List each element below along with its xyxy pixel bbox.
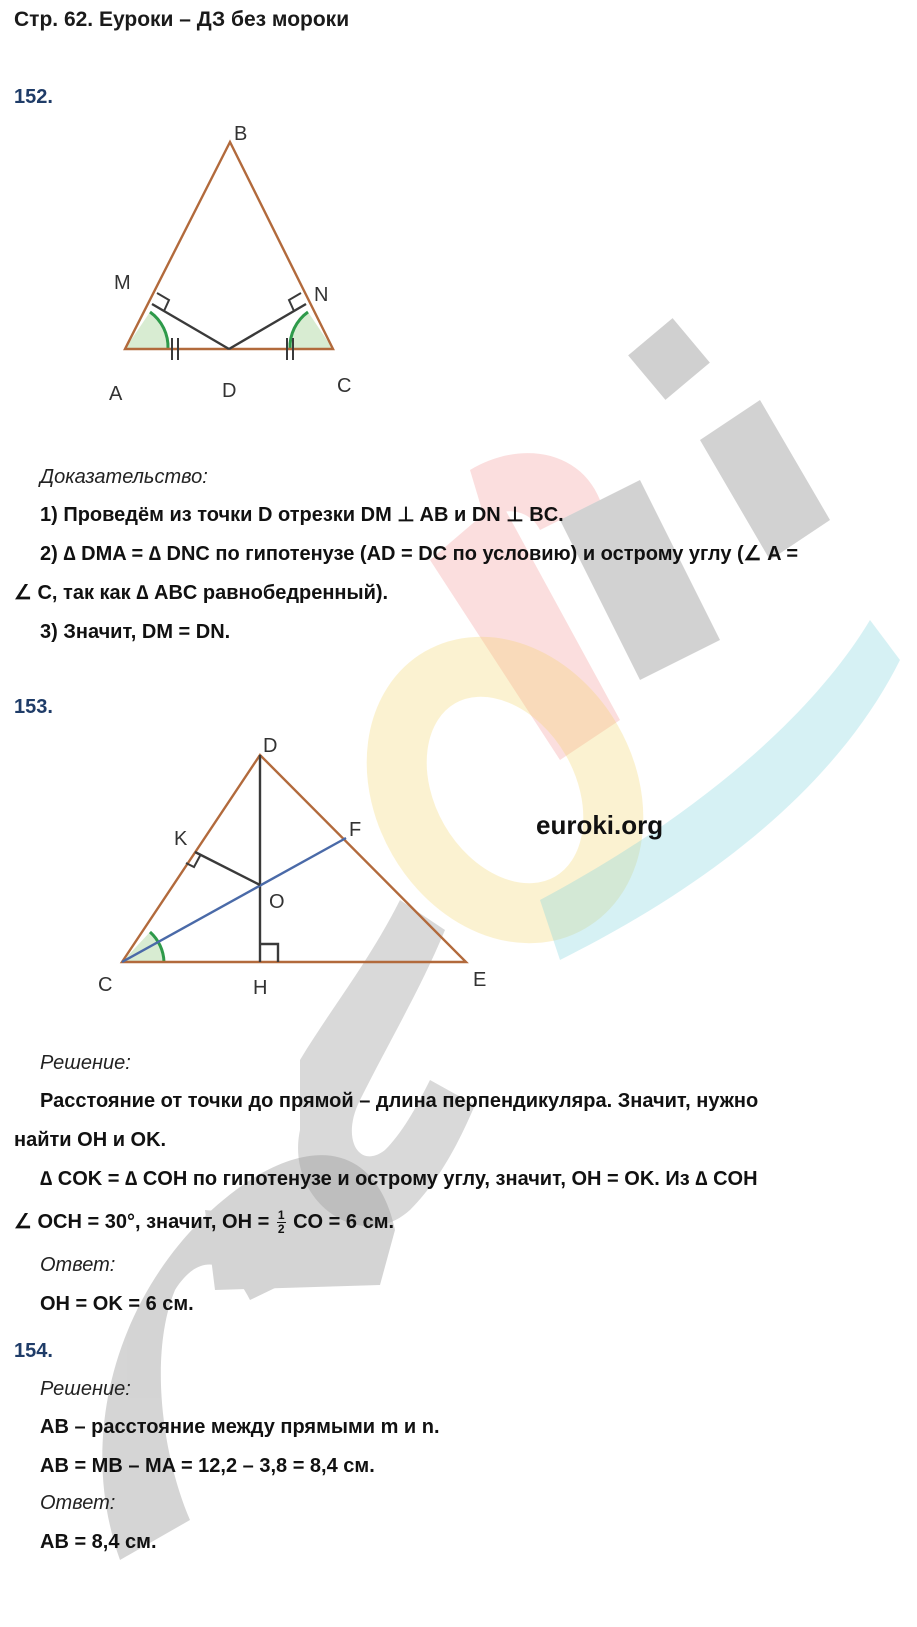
label-f: F [349, 819, 362, 841]
page-header: Стр. 62. Еуроки – ДЗ без мороки [14, 8, 350, 31]
problem-number-152: 152. [14, 86, 53, 108]
solution-153-line-4-pre: ∠ OCH = 30°, значит, OH = [14, 1211, 270, 1233]
solution-153-line-4 [14, 1203, 394, 1242]
fraction-denominator: 2 [277, 1222, 285, 1237]
solution-154-line-1: AB – расстояние между прямыми m и n. [40, 1416, 440, 1438]
solution-154-line-2: AB = MB – MA = 12,2 – 3,8 = 8,4 см. [40, 1455, 375, 1477]
solution-title-153: Решение: [40, 1052, 131, 1074]
label-c: C [98, 974, 113, 996]
fraction-numerator: 1 [277, 1208, 285, 1223]
bisector-cf [122, 838, 346, 962]
right-angle-h [260, 944, 278, 962]
proof-step-2a: 2) ∆ DMA = ∆ DNC по гипотенузе (AD = DC по условию) и острому углу (∠ A = [40, 543, 799, 565]
label-a: A [109, 383, 123, 405]
label-k: K [174, 828, 188, 850]
fraction-one-half [277, 1209, 286, 1236]
problem-number-154: 154. [14, 1340, 53, 1362]
proof-step-2b: ∠ C, так как ∆ ABC равнобедренный). [14, 582, 389, 604]
site-watermark-text: euroki.org [536, 810, 664, 840]
label-h: H [253, 977, 268, 999]
label-c: C [337, 375, 352, 397]
label-d: D [222, 380, 237, 402]
solution-title-154: Решение: [40, 1378, 131, 1400]
proof-step-3: 3) Значит, DM = DN. [40, 621, 231, 643]
answer-154: AB = 8,4 см. [40, 1531, 157, 1553]
problem-number-153: 153. [14, 696, 53, 718]
solution-153-line-4-post: CO = 6 см. [293, 1211, 395, 1233]
label-b: B [234, 123, 248, 145]
label-d: D [263, 735, 278, 757]
watermark-arc [540, 620, 900, 960]
label-n: N [314, 284, 329, 306]
answer-title-153: Ответ: [40, 1254, 116, 1276]
angle-a-fill [125, 312, 168, 349]
triangle-cde [122, 755, 466, 962]
solution-153-line-2: найти OH и OK. [14, 1129, 167, 1151]
proof-step-1: 1) Проведём из точки D отрезки DM ⊥ AB и DN ⊥ BC. [40, 504, 564, 526]
segment-ok [195, 852, 260, 885]
solution-153-line-1: Расстояние от точки до прямой – длина перпендикуляра. Значит, нужно [40, 1090, 759, 1112]
answer-title-154: Ответ: [40, 1492, 116, 1514]
answer-153: OH = OK = 6 см. [40, 1293, 194, 1315]
angle-c-fill [290, 312, 333, 349]
watermark-letter-i-dot [628, 318, 710, 400]
figure-152 [100, 112, 380, 412]
label-o: O [269, 891, 285, 913]
label-m: M [114, 272, 131, 294]
figure-153 [90, 730, 510, 1010]
label-e: E [473, 969, 487, 991]
proof-title: Доказательство: [40, 466, 208, 488]
solution-153-line-3: ∆ COK = ∆ COH по гипотенузе и острому углу, значит, OH = OK. Из ∆ COH [40, 1168, 758, 1190]
